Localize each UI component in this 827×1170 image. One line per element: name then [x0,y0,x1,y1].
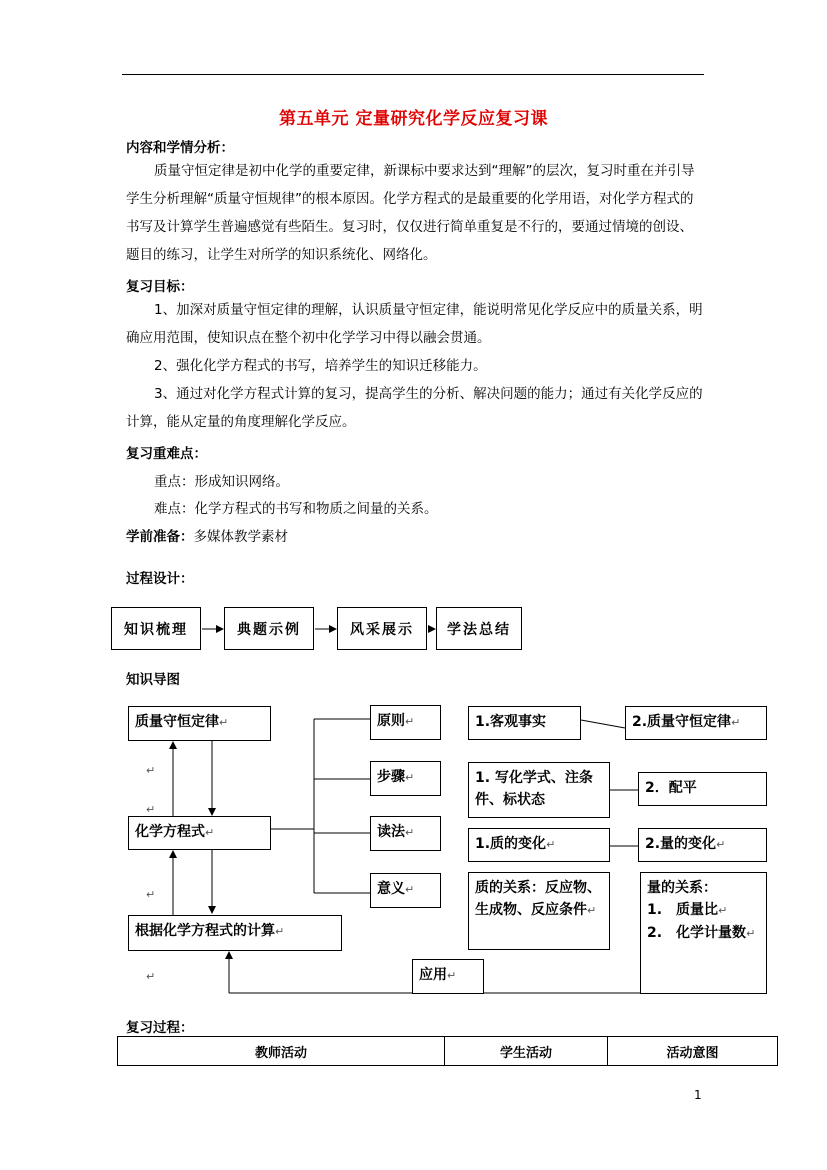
table-header-row [118,1037,778,1066]
goals-heading: 复习目标： [126,279,194,295]
node-label: 根据化学方程式的计算 [135,923,275,939]
mindmap-heading: 知识导图 [126,672,180,688]
col-teacher: 教师活动 [118,1037,445,1066]
node-quality-change: 1.质的变化↵ [468,828,610,862]
node-label: 1.客观事实 [475,714,547,730]
node-write-formula [468,762,610,818]
node-chemical-equation: 化学方程式↵ [128,816,271,850]
focus-point: 重点：形成知识网络。 [154,474,289,490]
return-mark: ↵ [146,888,156,901]
node-label: 原则 [377,713,405,729]
node-equation-calculation: 根据化学方程式的计算↵ [128,915,342,951]
node-quantity-change: 2.量的变化↵ [638,828,767,862]
node-label: 量的关系： [647,880,717,896]
process-heading: 过程设计： [126,571,194,587]
key-points-heading: 复习重难点： [126,446,207,462]
prep-text: 多媒体教学素材 [193,529,288,545]
list-item: 1. 质量比↵ [647,902,728,918]
node-label: 质的关系：反应物、生成物、反应条件 [475,880,601,918]
node-label: 2.质量守恒定律 [632,714,732,730]
node-steps: 步骤↵ [370,761,441,796]
col-student: 学生活动 [445,1037,608,1066]
node-label: 化学方程式 [135,824,205,840]
node-quality-relation: 质的关系：反应物、生成物、反应条件↵ [468,872,610,950]
process-step-examples: 典题示例 [224,607,314,650]
page-title: 第五单元 定量研究化学反应复习课 [279,109,548,129]
node-principle: 原则↵ [370,705,441,740]
list-item: 2. 化学计量数↵ [647,925,756,941]
node-label: 质量守恒定律 [135,714,219,730]
node-label: 1. 写化学式、注条件、标状态 [475,770,593,808]
node-application: 应用↵ [412,959,484,994]
analysis-text: 质量守恒定律是初中化学的重要定律，新课标中要求达到“理解”的层次，复习时重在并引导学生分析理解“质量守恒规律”的根本原因。化学方程式的是最重要的化学用语，对化学方程式的书写及计算学生普遍感觉有些陌生。复习时，仅仅进行简单重复是不行的，要通过情境的创设、题目的练习，让学生对所学的知识系统化、网络化。 [126,163,695,263]
goal-item: 2、强化化学方程式的书写，培养学生的知识迁移能力。 [154,358,487,374]
node-label: 2.量的变化 [645,836,717,852]
difficulty-point: 难点：化学方程式的书写和物质之间量的关系。 [154,501,438,517]
analysis-heading: 内容和学情分析： [126,140,234,156]
node-conservation-law-2: 2.质量守恒定律↵ [625,706,767,740]
node-meaning: 意义↵ [370,873,441,908]
node-label: 2．配平 [645,780,697,796]
node-label: 应用 [419,967,447,983]
quantity-relation-list [647,899,760,945]
page-number: 1 [694,1088,702,1102]
return-mark: ↵ [146,803,156,816]
col-purpose: 活动意图 [608,1037,778,1066]
node-label: 读法 [377,824,405,840]
connector-line [581,720,625,728]
process-step-showcase: 风采展示 [337,607,427,650]
goal-item: 1、加深对质量守恒定律的理解，认识质量守恒定律，能说明常见化学反应中的质量关系，明确应用范围，使知识点在整个初中化学学习中得以融会贯通。 [126,302,703,346]
node-conservation-law: 质量守恒定律↵ [128,706,271,741]
node-label: 1.质的变化 [475,836,547,852]
node-objective-fact [468,706,581,740]
goal-item: 3、通过对化学方程式计算的复习，提高学生的分析、解决问题的能力；通过有关化学反应的计算，能从定量的角度理解化学反应。 [126,386,703,430]
return-mark: ↵ [146,764,156,777]
node-quantity-relation [640,872,767,994]
return-mark: ↵ [146,970,156,983]
process-step-summary: 学法总结 [436,607,522,650]
prep-heading: 学前准备： [126,529,194,545]
review-heading: 复习过程： [126,1020,194,1036]
process-step-review: 知识梳理 [111,607,201,650]
node-label: 步骤 [377,769,405,785]
activity-table [117,1036,778,1066]
node-balance [638,772,767,806]
node-reading: 读法↵ [370,816,441,851]
node-label: 意义 [377,881,405,897]
